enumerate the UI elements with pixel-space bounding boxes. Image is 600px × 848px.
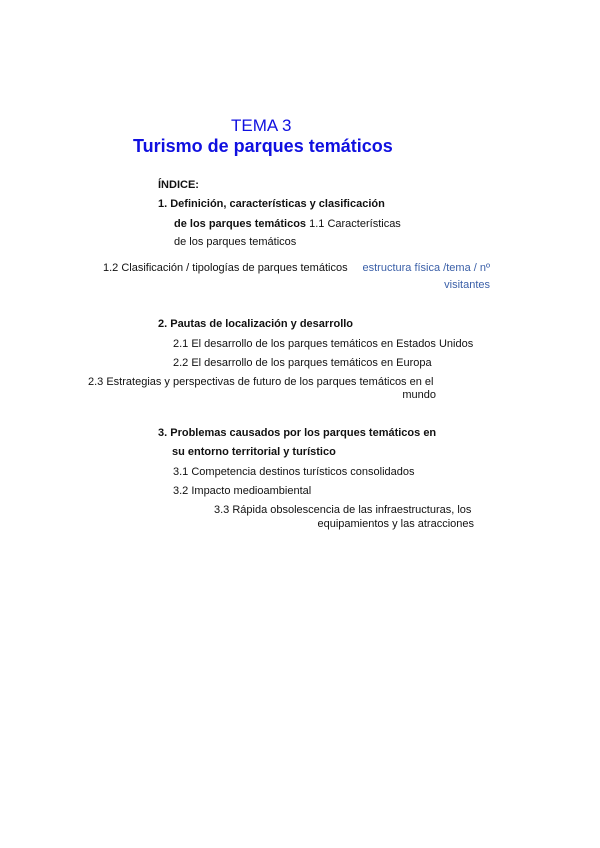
section-1-title-line2: de los parques temáticos bbox=[174, 218, 307, 230]
item-1-2-note-cont: visitantes bbox=[444, 279, 490, 291]
item-2-3: 2.3 Estrategias y perspectivas de futuro de los parques temáticos en el bbox=[88, 376, 434, 388]
topic-number: TEMA 3 bbox=[231, 116, 292, 135]
item-2-1: 2.1 El desarrollo de los parques temáticos en Estados Unidos bbox=[173, 338, 474, 350]
item-3-3: 3.3 Rápida obsolescencia de las infraestructuras, los bbox=[214, 504, 472, 516]
item-2-3-cont: mundo bbox=[402, 389, 436, 401]
item-3-2: 3.2 Impacto medioambiental bbox=[173, 485, 312, 497]
section-3-title: 3. Problemas causados por los parques temáticos en bbox=[158, 427, 437, 439]
section-1-title-cont bbox=[174, 217, 401, 231]
item-1-2: 1.2 Clasificación / tipologías de parques temáticos bbox=[103, 262, 348, 274]
item-3-3-cont: equipamientos y las atracciones bbox=[317, 518, 474, 530]
item-2-2: 2.2 El desarrollo de los parques temáticos en Europa bbox=[173, 357, 432, 369]
item-3-1: 3.1 Competencia destinos turísticos consolidados bbox=[173, 466, 415, 478]
item-1-1: 1.1 Características bbox=[309, 218, 401, 230]
section-2-title: 2. Pautas de localización y desarrollo bbox=[158, 318, 354, 330]
item-1-2-note: estructura física /tema / nº bbox=[362, 262, 490, 274]
item-1-1-cont: de los parques temáticos bbox=[174, 236, 297, 248]
index-heading: ÍNDICE: bbox=[158, 179, 199, 191]
page-title: Turismo de parques temáticos bbox=[133, 136, 393, 156]
section-1-title: 1. Definición, características y clasificación bbox=[158, 198, 385, 210]
section-3-title-cont: su entorno territorial y turístico bbox=[172, 446, 336, 458]
